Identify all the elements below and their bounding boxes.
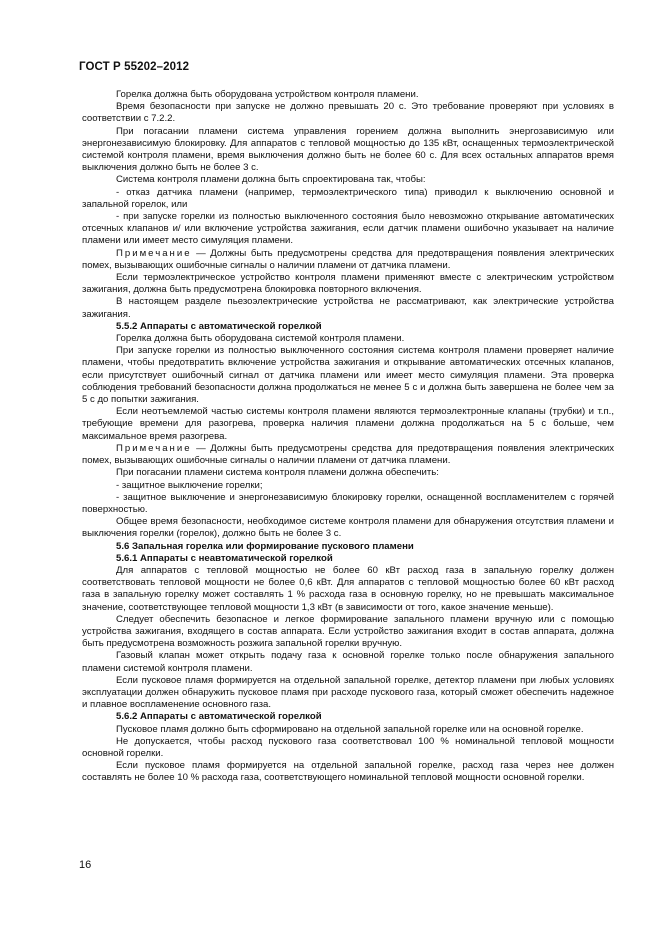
note-text: — Должны быть предусмотрены средства для предотвращения появления электрических помех, вызывающих ошибочные сигналы о наличии пламени от датчика пламени. <box>82 247 614 271</box>
body-paragraph: При погасании пламени система контроля пламени должна обеспечить: <box>116 467 439 479</box>
body-paragraph: При запуске горелки из полностью выключенного состояния система контроля пламени проверяет наличие пламени, чтобы предотвратить включение устройства зажигания и открывание автоматических отсечных клапанов, если присутствует ошибочный сигнал от датчика пламени или имеет место симуляция пламени. Эта проверка соблюдения требований безопасности должна продолжаться не менее 5 с и должна быть завершена не более чем за 5 с до попытки зажигания. <box>82 345 614 406</box>
section-heading: 5.5.2 Аппараты с автоматической горелкой <box>116 320 322 332</box>
body-paragraph: - защитное выключение и энергонезависимую блокировку горелки, оснащенной воспламенителем с горячей поверхностью. <box>82 491 614 515</box>
body-paragraph: Для аппаратов с тепловой мощностью не более 60 кВт расход газа в запальную горелку должен соответствовать тепловой мощности не более 0,6 кВт. Для аппаратов с тепловой мощностью более 60 кВт расход газа в запальную горелку может составлять 1 % расхода газа в основную горелку, но не превышать максимальное значение, соответствующее тепловой мощности 1,3 кВт (в зависимости от того, какое значение меньше). <box>82 564 614 613</box>
section-heading: 5.6.1 Аппараты с неавтоматической горелкой <box>116 552 333 564</box>
note-paragraph <box>82 248 614 272</box>
body-paragraph: Горелка должна быть оборудована системой контроля пламени. <box>116 333 405 345</box>
body-paragraph: При погасании пламени система управления горением должна выполнить энергозависимую или энергонезависимую блокировку. Для аппаратов с тепловой мощностью до 135 кВт, оснащенных термоэлектрической системой контроля пламени, время выключения должно быть не более 60 с. Для всех остальных аппаратов время выключения должно быть не более 3 с. <box>82 125 614 174</box>
body-paragraph: Если пусковое пламя формируется на отдельной запальной горелке, расход газа через нее должен составлять не более 10 % расхода газа, соответствующего номинальной тепловой мощности основной горелки. <box>82 760 614 784</box>
body-paragraph: Горелка должна быть оборудована устройством контроля пламени. <box>116 89 419 100</box>
section-heading: 5.6.2 Аппараты с автоматической горелкой <box>116 711 322 723</box>
body-paragraph: Газовый клапан может открыть подачу газа к основной горелке только после обнаружения запального пламени системой контроля пламени. <box>82 650 614 674</box>
document-header: ГОСТ Р 55202–2012 <box>79 61 190 73</box>
body-paragraph: Если неотъемлемой частью системы контроля пламени являются термоэлектронные клапаны (трубки) и т.п., требующие времени для разогрева, проверка наличия пламени должна продолжаться на 5 с больше, чем максимальное время разогрева. <box>82 406 614 442</box>
document-body <box>82 89 614 785</box>
body-paragraph: Пусковое пламя должно быть сформировано на отдельной запальной горелке или на основной горелке. <box>116 723 584 735</box>
section-heading: 5.6 Запальная горелка или формирование пускового пламени <box>116 540 414 552</box>
body-paragraph: Следует обеспечить безопасное и легкое формирование запального пламени вручную или с помощью устройства зажигания, входящего в состав аппарата. Если устройство зажигания входит в состав аппарата, должна быть предусмотрена возможность розжига запальной горелки вручную. <box>82 613 614 650</box>
body-paragraph: - защитное выключение горелки; <box>116 479 263 491</box>
note-text: — Должны быть предусмотрены средства для предотвращения появления электрических помех, вызывающих ошибочные сигналы о наличии пламени от датчика пламени. <box>82 442 614 467</box>
body-paragraph: Система контроля пламени должна быть спроектирована так, чтобы: <box>116 174 426 186</box>
body-paragraph: - при запуске горелки из полностью выключенного состояния было невозможно открывание автоматических отсечных клапанов и/ или включение устройства зажигания, если датчик пламени ошибочно указывает на наличие пламени или имеет место симуляция пламени. <box>82 211 614 247</box>
body-paragraph: В настоящем разделе пьезоэлектрические устройства не рассматривают, как электрические устройства зажигания. <box>82 296 614 320</box>
note-paragraph <box>82 443 614 467</box>
body-paragraph: - отказ датчика пламени (например, термоэлектрического типа) приводил к выключению основной и запальной горелок, или <box>82 186 614 210</box>
body-paragraph: Если пусковое пламя формируется на отдельной запальной горелке, детектор пламени при любых условиях эксплуатации должен обнаружить пусковое пламя при расходе пускового газа, который сможет обеспечить надежное и плавное воспламенение основного газа. <box>82 674 614 711</box>
note-label: Примечание <box>116 442 192 454</box>
body-paragraph: Время безопасности при запуске не должно превышать 20 с. Это требование проверяют при условиях в соответствии с 7.2.2. <box>82 101 614 125</box>
page-number: 16 <box>79 859 92 871</box>
body-paragraph: Не допускается, чтобы расход пускового газа соответствовал 100 % номинальной тепловой мощности основной горелки. <box>82 735 614 759</box>
body-paragraph: Если термоэлектрическое устройство контроля пламени применяют вместе с электрическим устройством зажигания, должна быть предусмотрена блокировка повторного включения. <box>82 272 614 296</box>
body-paragraph: Общее время безопасности, необходимое системе контроля пламени для обнаружения отсутствия пламени и выключения горелки (горелок), должно быть не более 3 с. <box>82 516 614 540</box>
note-label: Примечание <box>116 247 192 259</box>
